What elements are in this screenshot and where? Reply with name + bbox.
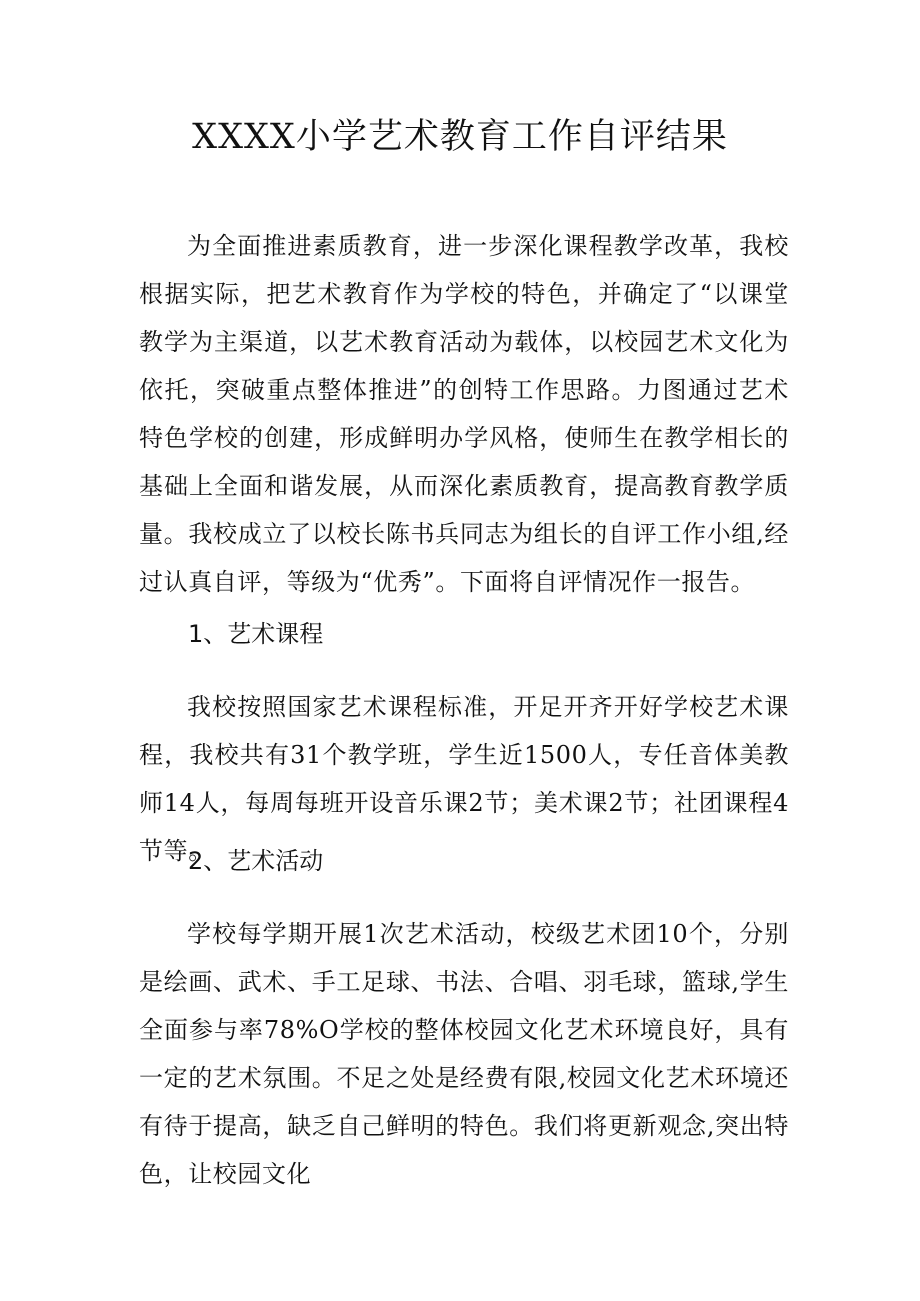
section-heading-art-courses: 1、艺术课程 <box>188 620 324 648</box>
intro-paragraph: 为全面推进素质教育，进一步深化课程教学改革，我校根据实际，把艺术教育作为学校的特色，并确定了“以课堂教学为主渠道，以艺术教育活动为载体，以校园艺术文化为依托，突破重点整体推进”的创特工作思路。力图通过艺术特色学校的创建，形成鲜明办学风格，使师生在教学相长的基础上全面和谐发展，从而深化素质教育，提高教育教学质量。我校成立了以校长陈书兵同志为组长的自评工作小组,经过认真自评，等级为“优秀”。下面将自评情况作一报告。 <box>139 232 789 596</box>
document-title: XXXX小学艺术教育工作自评结果 <box>192 117 728 157</box>
section-paragraph-art-courses: 我校按照国家艺术课程标准，开足开齐开好学校艺术课程，我校共有31个教学班，学生近1500人，专任音体美教师14人，每周每班开设音乐课2节；美术课2节；社团课程4节等。 <box>139 693 789 865</box>
section-heading-art-activities: 2、艺术活动 <box>188 847 324 875</box>
section-paragraph-art-activities: 学校每学期开展1次艺术活动，校级艺术团10个，分别是绘画、武术、手工足球、书法、合唱、羽毛球，篮球,学生全面参与率78%O学校的整体校园文化艺术环境良好，具有一定的艺术氛围。不足之处是经费有限,校园文化艺术环境还有待于提高，缺乏自己鲜明的特色。我们将更新观念,突出特色，让校园文化 <box>139 920 789 1188</box>
